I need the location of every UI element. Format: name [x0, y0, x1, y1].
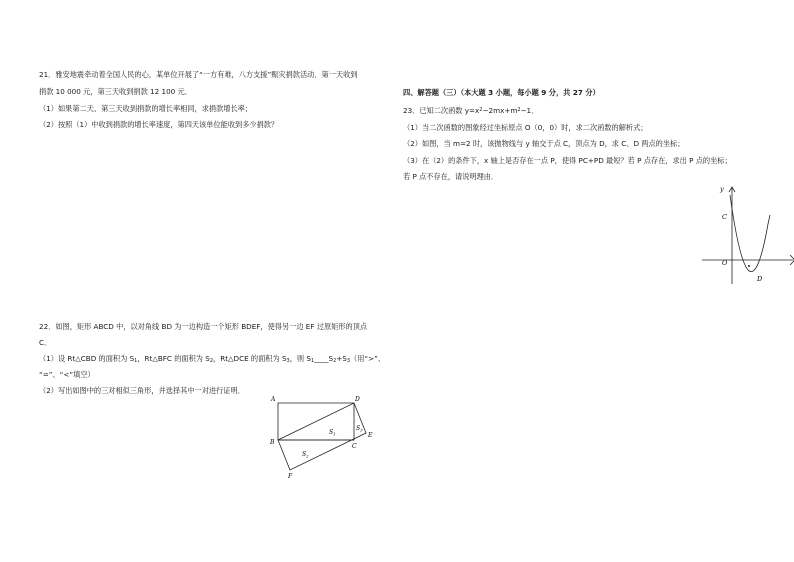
q21-line3: （1）如果第二天、第三天收到捐款的增长率相同，求捐款增长率； [39, 104, 253, 113]
sup-2b: 2 [517, 107, 521, 113]
sub-1b: 1 [310, 358, 315, 364]
q21-line2: 捐款 10 000 元，第三天收到捐款 12 100 元． [39, 87, 192, 96]
parabola-graph [700, 182, 794, 282]
label-c: C [352, 443, 357, 450]
label-f: F [288, 473, 293, 480]
area-s1-label: $S_1$ [329, 429, 336, 437]
section4-heading: 四、解答题（三）（本大题 3 小题，每小题 9 分，共 27 分） [403, 88, 600, 97]
q22-line3-mid2: ，Rt△DCE 的面积为 S [213, 354, 287, 363]
q22-line3-prefix: （1）设 Rt△CBD 的面积为 S [39, 354, 135, 363]
sub-3: 3 [286, 358, 290, 364]
x-axis-arrow-upper [790, 255, 794, 259]
sub-1: 1 [134, 358, 138, 364]
q23-line1-mid: −2mx+m [482, 106, 518, 115]
origin-label: O [722, 259, 728, 267]
sub-2: 2 [209, 358, 214, 364]
q23-line1 [403, 106, 538, 116]
q22-line3-mid1: ，Rt△BFC 的面积为 S [137, 354, 210, 363]
q23-line5: 若 P 点不存在，请说明理由． [403, 172, 499, 181]
q22-line4: “=”、“<”填空） [39, 370, 95, 379]
area-s2-label: $S_2$ [302, 451, 309, 459]
q23-line1-suffix: −1． [520, 106, 539, 115]
q22-line3-suffix: （用“>”、 [350, 354, 386, 363]
q21-line4: （2）按照（1）中收到捐款的增长率速度，第四天该单位能收到多少捐款？ [39, 120, 279, 129]
q22-line3-mid4: S [328, 354, 334, 363]
point-d-label: D [757, 275, 763, 283]
rectangle-bdef [278, 403, 366, 470]
q21-line1: 21．雅安地震牵动着全国人民的心，某单位开展了“一方有难，八方支援”赈灾捐款活动．第一天收到 [39, 70, 358, 79]
q23-line1-prefix: 23．已知二次函数 y=x [403, 106, 480, 115]
q22-line3-plus: +S [336, 354, 347, 363]
q22-line3 [39, 354, 385, 364]
q22-line1: 22．如图，矩形 ABCD 中，以对角线 BD 为一边构造一个矩形 BDEF，使得另一边 EF 过原矩形的顶点 [39, 322, 368, 331]
q22-line2: C． [39, 338, 52, 347]
label-b: B [270, 439, 275, 446]
sub-3b: 3 [346, 358, 351, 364]
q22-line5: （2）写出如图中的三对相似三角形，并选择其中一对进行证明． [39, 386, 245, 395]
q23-line4: （3）在（2）的条件下，x 轴上是否存在一点 P，使得 PC+PD 最短？若 P 点存在，求出 P 点的坐标； [403, 156, 732, 165]
rectangle-figure [266, 394, 376, 489]
q22-line3-mid3: ，则 S [289, 354, 311, 363]
point-c-label: C [722, 213, 727, 221]
sub-2b: 2 [333, 358, 337, 364]
vertex-point [748, 265, 750, 267]
area-s3-label: $S_3$ [356, 425, 363, 433]
label-a: A [271, 396, 276, 403]
q23-line3: （2）如图，当 m=2 时，该抛物线与 y 轴交于点 C，顶点为 D，求 C、D 两点的坐标； [403, 139, 685, 148]
x-axis-arrow-lower [790, 261, 794, 265]
answer-blank: ____ [314, 354, 329, 363]
y-axis-label: y [720, 185, 724, 193]
label-e: E [368, 432, 373, 439]
q23-line2: （1）当二次函数的图象经过坐标原点 O（0，0）时，求二次函数的解析式； [403, 123, 648, 132]
label-d: D [355, 396, 360, 403]
sup-2a: 2 [479, 107, 483, 113]
